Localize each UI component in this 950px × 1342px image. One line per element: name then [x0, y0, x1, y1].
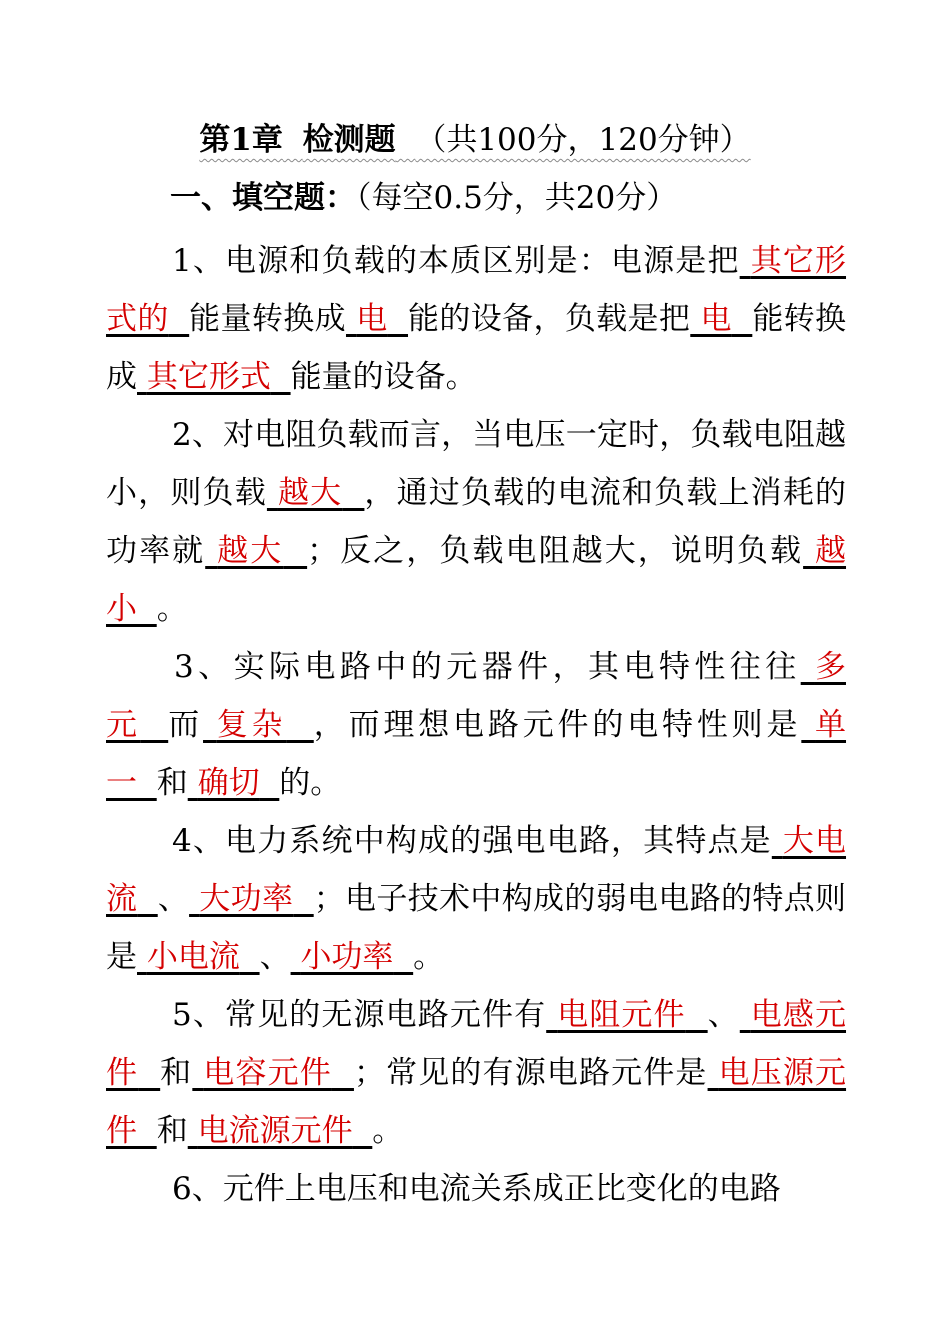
answer-text: 电感元件	[106, 997, 847, 1091]
question-text: 5、常见的无源电路元件有	[172, 997, 547, 1033]
answer-text: 其它形式	[146, 359, 271, 395]
answer-text: 电压源元件	[106, 1055, 847, 1149]
answer-text: 电阻元件	[557, 997, 686, 1033]
answer-text: 大功率	[199, 881, 294, 917]
answer-text: 其它形式的	[106, 243, 847, 337]
question-3	[106, 638, 846, 812]
answer-blank	[205, 533, 307, 569]
title-name: 检测题	[302, 122, 396, 158]
answer-text: 单一	[106, 707, 847, 801]
question-text: 2、对电阻负载而言，当电压一定时，负载电阻越小，则负载	[106, 417, 846, 511]
answer-text: 越大	[277, 475, 343, 511]
answer-text: 复杂	[216, 707, 287, 743]
question-text: ；常见的有源电路元件是	[353, 1055, 708, 1091]
answer-text: 电容元件	[203, 1055, 332, 1091]
answer-blank	[291, 939, 414, 975]
answer-blank	[137, 359, 291, 395]
section-scoring: （每空0.5分，共20分）	[356, 180, 678, 216]
answer-blank	[189, 881, 314, 917]
question-text: 。	[156, 591, 188, 627]
answer-text: 越大	[217, 533, 284, 569]
answer-text: 电流源元件	[197, 1113, 353, 1149]
question-text: 、	[707, 997, 740, 1033]
answer-blank	[546, 997, 707, 1033]
answer-blank	[690, 301, 752, 337]
answer-blank	[192, 1055, 354, 1091]
title-info: （共100分，120分钟）	[415, 122, 751, 158]
answer-text: 小电流	[146, 939, 240, 975]
question-text: 能转换成	[106, 301, 847, 395]
section-title: 一、填空题：	[170, 180, 356, 216]
question-text: 而	[168, 707, 204, 743]
question-text: 4、电力系统中构成的强电电路，其特点是	[172, 823, 772, 859]
chapter-label: 第1章	[199, 122, 283, 158]
answer-blank	[188, 1113, 373, 1149]
question-4	[106, 812, 846, 986]
answer-blank	[267, 475, 365, 511]
answer-text: 电	[700, 301, 732, 337]
question-list	[106, 232, 846, 1218]
page-title	[0, 118, 950, 162]
question-text: 能的设备，负载是把	[408, 301, 691, 337]
answer-blank	[137, 939, 260, 975]
answer-text: 确切	[197, 765, 260, 801]
question-text: 1、电源和负载的本质区别是：电源是把	[172, 243, 740, 279]
question-text: 6、元件上电压和电流关系成正比变化的电路	[172, 1171, 781, 1207]
question-1	[106, 232, 846, 406]
question-text: 3、实际电路中的元器件，其电特性往往	[174, 649, 801, 685]
answer-text: 越小	[106, 533, 847, 627]
answer-text: 电	[356, 301, 388, 337]
question-text: 和	[156, 765, 188, 801]
answer-blank	[203, 707, 314, 743]
title-underlined	[199, 122, 750, 158]
answer-text: 大电流	[106, 823, 847, 917]
question-text: 。	[413, 939, 445, 975]
question-text: ；反之，负载电阻越大，说明负载	[307, 533, 804, 569]
question-text: 和	[160, 1055, 193, 1091]
answer-blank	[346, 301, 408, 337]
question-text: 、	[157, 881, 190, 917]
question-text: 、	[259, 939, 291, 975]
question-2	[106, 406, 846, 638]
question-text: ；电子技术中构成的弱电电路的特点则是	[106, 881, 847, 975]
question-5	[106, 986, 846, 1160]
section-heading	[170, 176, 677, 220]
question-text: ，而理想电路元件的电特性则是	[313, 707, 802, 743]
question-text: 的。	[279, 765, 342, 801]
answer-text: 小功率	[300, 939, 394, 975]
answer-text: 多元	[106, 649, 846, 743]
question-text: ，通过负载的电流和负载上消耗的功率就	[106, 475, 846, 569]
answer-blank	[188, 765, 280, 801]
question-text: 能量的设备。	[290, 359, 477, 395]
question-text: 和	[156, 1113, 188, 1149]
question-text: 。	[372, 1113, 404, 1149]
question-6	[106, 1160, 846, 1218]
question-text: 能量转换成	[189, 301, 346, 337]
